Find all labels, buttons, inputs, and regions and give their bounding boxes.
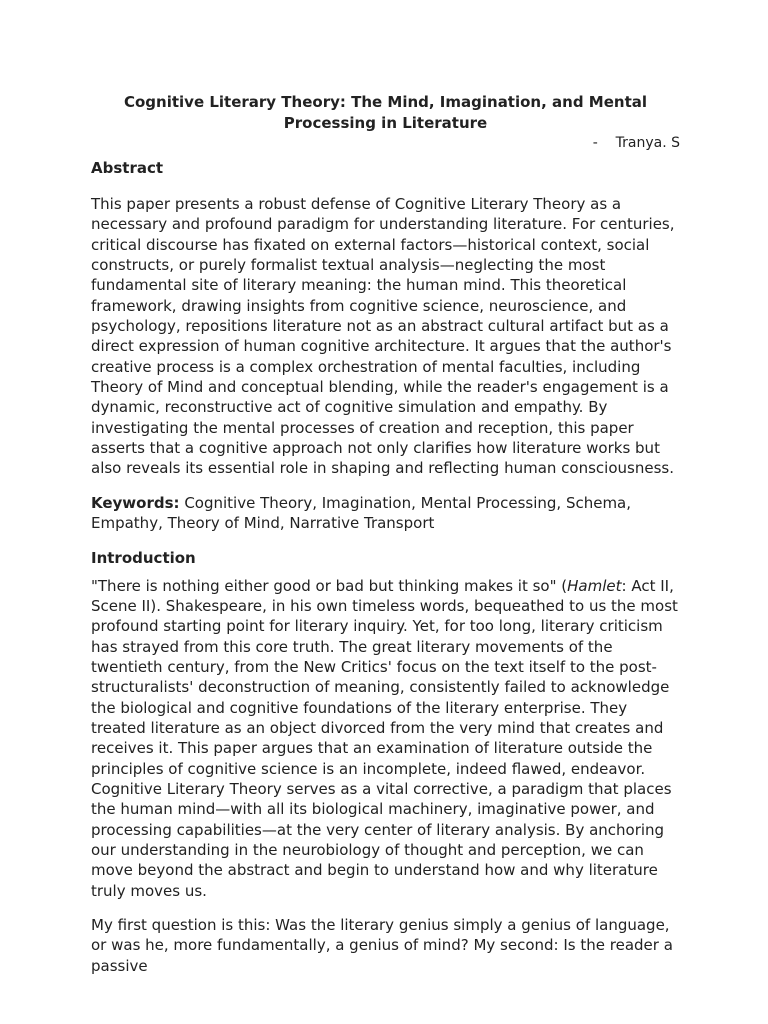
intro-body-text: : Act II, Scene II). Shakespeare, in his own timeless words, bequeathed to us the most profound starting point for literary inquiry. Yet, for too long, literary criticism has strayed from this core truth. The great literary movements of the twentieth century, from the New Critics' focus on the text itself to the post-structuralists' deconstruction of meaning, consistently failed to acknowledge the biological and cognitive foundations of the literary enterprise. They treated literature as an object divorced from the very mind that creates and receives it. This paper argues that an examination of literature outside the principles of cognitive science is an incomplete, indeed flawed, endeavor. Cognitive Literary Theory serves as a vital corrective, a paradigm that places the human mind—with all its biological machinery, imaginative power, and processing capabilities—at the very center of literary analysis. By anchoring our understanding in the neurobiology of thought and perception, we can move beyond the abstract and begin to understand how and why literature truly moves us. — [91, 576, 678, 900]
keywords-label: Keywords: — [91, 493, 180, 512]
abstract-body: This paper presents a robust defense of Cognitive Literary Theory as a necessary and profound paradigm for understanding literature. For centuries, critical discourse has fixated on external factors—historical context, social constructs, or purely formalist textual analysis—neglecting the most fundamental site of literary meaning: the human mind. This theoretical framework, drawing insights from cognitive science, neuroscience, and psychology, repositions literature not as an abstract cultural artifact but as a direct expression of human cognitive architecture. It argues that the author's creative process is a complex orchestration of mental faculties, including Theory of Mind and conceptual blending, while the reader's engagement is a dynamic, reconstructive act of cognitive simulation and empathy. By investigating the mental processes of creation and reception, this paper asserts that a cognitive approach not only clarifies how literature works but also reveals its essential role in shaping and reflecting human consciousness. — [91, 195, 675, 478]
introduction-heading: Introduction — [91, 548, 196, 567]
intro-quote-source: Hamlet — [567, 576, 622, 595]
abstract-heading: Abstract — [91, 159, 164, 177]
keywords-text: Cognitive Theory, Imagination, Mental Processing, Schema, Empathy, Theory of Mind, Narrative Transport — [91, 493, 632, 533]
introduction-body — [91, 576, 680, 902]
keywords-line — [91, 493, 680, 534]
question-paragraph: My first question is this: Was the literary genius simply a genius of language, or was he, more fundamentally, a genius of mind? My second: Is the reader a passive — [91, 916, 673, 975]
intro-quote: "There is nothing either good or bad but thinking makes it so" ( — [91, 576, 568, 595]
author-line: - Tranya. S — [592, 135, 680, 151]
paper-title: Cognitive Literary Theory: The Mind, Imagination, and Mental Processing in Literature — [123, 93, 647, 132]
